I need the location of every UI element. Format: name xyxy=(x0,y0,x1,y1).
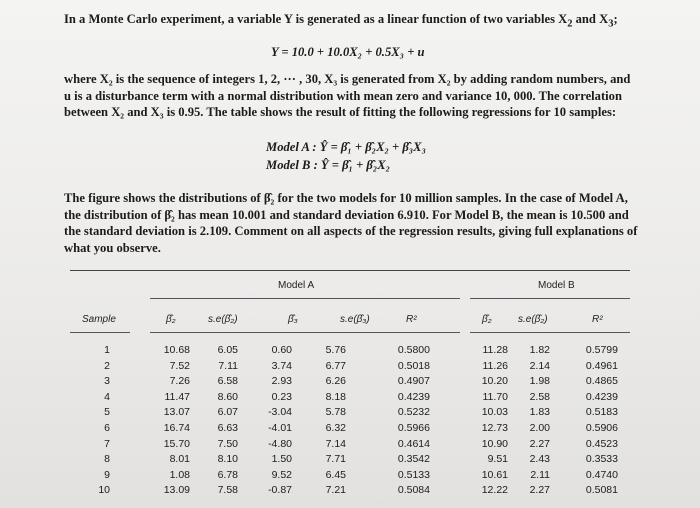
cell-b-b2: 9.51 xyxy=(487,453,508,466)
cell-b-r2: 0.4523 xyxy=(585,437,618,450)
table-row xyxy=(70,469,630,485)
cell-b-b2: 11.26 xyxy=(482,359,508,372)
cell-a-se-b3: 7.14 xyxy=(325,437,346,450)
cell-a-se-b3: 5.76 xyxy=(325,344,346,356)
cell-a-r2: 0.4239 xyxy=(397,390,430,403)
model-specifications xyxy=(266,138,426,174)
cell-b-b2: 10.61 xyxy=(481,468,508,481)
cell-a-b2: 8.01 xyxy=(169,453,190,466)
cell-a-se-b3: 7.71 xyxy=(325,453,346,466)
cell-a-b2: 15.70 xyxy=(163,437,190,450)
cell-sample: 8 xyxy=(104,453,110,466)
cell-b-b2: 11.28 xyxy=(482,344,508,356)
model-a-equation: Model A : Ŷ = β̂₁ + β̂₂X₂ + β̂₃X₃ xyxy=(266,140,426,154)
col-a-se-b3: s.e(β̂₃) xyxy=(340,314,370,325)
cell-a-r2: 0.3542 xyxy=(397,453,430,466)
cell-a-se-b3: 6.32 xyxy=(325,422,346,434)
cell-a-r2: 0.5018 xyxy=(397,359,430,372)
cell-a-se-b2: 6.05 xyxy=(217,344,238,356)
col-sample: Sample xyxy=(82,314,116,325)
cell-a-b3: 3.74 xyxy=(271,359,292,372)
col-b-r2: R² xyxy=(592,314,603,325)
cell-a-b2: 7.26 xyxy=(169,375,190,388)
cell-sample: 4 xyxy=(104,390,110,403)
cell-a-b3: -0.87 xyxy=(268,484,292,497)
table-row xyxy=(70,344,630,360)
table-row xyxy=(70,484,630,500)
cell-sample: 3 xyxy=(104,375,110,388)
cell-a-se-b3: 6.45 xyxy=(325,468,346,481)
cell-a-se-b3: 5.78 xyxy=(325,406,346,419)
cell-b-r2: 0.4239 xyxy=(585,390,618,403)
col-b-b2: β̂₂ xyxy=(482,314,492,325)
cell-b-r2: 0.4865 xyxy=(585,375,618,388)
cell-b-se-b2: 2.43 xyxy=(529,453,550,466)
cell-b-se-b2: 2.14 xyxy=(529,359,550,372)
table-top-rule xyxy=(70,270,630,271)
cell-a-b2: 1.08 xyxy=(169,468,190,481)
model-a-header: Model A xyxy=(278,280,315,291)
cell-b-r2: 0.5799 xyxy=(585,344,618,356)
cell-a-b2: 16.74 xyxy=(163,422,190,434)
intro-text-c: ; xyxy=(613,12,618,26)
model-a-rule xyxy=(150,298,460,299)
cell-b-r2: 0.4961 xyxy=(585,359,618,372)
cell-a-b3: -4.80 xyxy=(268,437,292,450)
col-a-r2: R² xyxy=(406,314,417,325)
cell-sample: 10 xyxy=(98,484,110,497)
cell-b-r2: 0.4740 xyxy=(585,468,618,481)
cell-b-r2: 0.3533 xyxy=(585,453,618,466)
col-a-se-b2: s.e(β̂₂) xyxy=(208,314,238,325)
model-b-header: Model B xyxy=(538,280,575,291)
cell-a-se-b2: 8.10 xyxy=(217,453,238,466)
cell-a-se-b2: 6.78 xyxy=(217,468,238,481)
cell-sample: 7 xyxy=(104,437,110,450)
table-row xyxy=(70,453,630,469)
cell-a-se-b3: 6.26 xyxy=(325,375,346,388)
sample-col-rule xyxy=(70,332,130,333)
cell-sample: 5 xyxy=(104,406,110,419)
where-line-2: u is a disturbance term with a normal distribution with mean zero and variance 10, 000. The correlation xyxy=(64,88,622,103)
cell-b-r2: 0.5906 xyxy=(585,422,618,434)
fig-line-1: The figure shows the distributions of β̂₂ for the two models for 10 million samples. In the case of Model A, xyxy=(64,191,628,205)
table-row xyxy=(70,438,630,454)
col-a-b2: β̂₂ xyxy=(166,314,176,325)
cell-a-se-b2: 7.58 xyxy=(217,484,238,497)
cell-a-se-b2: 7.50 xyxy=(217,437,238,450)
model-b-cols-rule xyxy=(470,332,630,333)
model-a-cols-rule xyxy=(150,332,460,333)
cell-b-se-b2: 2.11 xyxy=(530,468,550,481)
cell-b-b2: 12.73 xyxy=(481,422,508,434)
cell-a-se-b2: 6.58 xyxy=(217,375,238,388)
cell-a-r2: 0.5232 xyxy=(397,406,430,419)
table-row xyxy=(70,422,630,438)
cell-a-b2: 13.07 xyxy=(163,406,190,419)
cell-b-se-b2: 1.98 xyxy=(529,375,550,388)
cell-a-b3: 9.52 xyxy=(271,468,292,481)
figure-paragraph xyxy=(64,190,662,256)
cell-b-se-b2: 2.27 xyxy=(529,484,550,497)
table-row xyxy=(70,406,630,422)
cell-a-se-b3: 6.77 xyxy=(325,359,346,372)
table-row xyxy=(70,375,630,391)
cell-a-r2: 0.5800 xyxy=(397,344,430,356)
cell-a-se-b2: 6.07 xyxy=(217,406,238,419)
intro-text-a: In a Monte Carlo experiment, a variable Y is generated as a linear function of two variables X xyxy=(64,12,568,26)
cell-a-b3: 0.23 xyxy=(271,390,292,403)
results-table xyxy=(70,262,630,508)
fig-line-2: the distribution of β̂₂ has mean 10.001 and standard deviation 6.910. For Model B, the mean is 10.500 and xyxy=(64,207,629,222)
col-a-b3: β̂₃ xyxy=(288,314,298,325)
cell-a-b2: 11.47 xyxy=(164,390,190,403)
cell-b-b2: 12.22 xyxy=(481,484,508,497)
cell-sample: 2 xyxy=(104,359,110,372)
cell-b-se-b2: 2.27 xyxy=(529,437,550,450)
cell-a-b2: 7.52 xyxy=(169,359,190,372)
cell-a-r2: 0.4907 xyxy=(397,375,430,388)
cell-b-b2: 10.03 xyxy=(481,406,508,419)
cell-a-b3: -3.04 xyxy=(268,406,292,419)
cell-a-r2: 0.5133 xyxy=(397,468,430,481)
cell-b-se-b2: 2.00 xyxy=(529,422,550,434)
cell-b-se-b2: 1.83 xyxy=(529,406,550,419)
cell-b-se-b2: 2.58 xyxy=(529,390,550,403)
intro-text-b: and X xyxy=(572,12,609,26)
table-row xyxy=(70,391,630,407)
cell-a-se-b3: 8.18 xyxy=(325,390,346,403)
cell-sample: 6 xyxy=(104,422,110,434)
cell-sample: 1 xyxy=(104,344,110,356)
generating-equation: Y = 10.0 + 10.0X₂ + 0.5X₃ + u xyxy=(271,45,425,59)
cell-a-r2: 0.5966 xyxy=(397,422,430,434)
col-b-se-b2: s.e(β̂₂) xyxy=(518,314,548,325)
where-line-3: between X₂ and X₃ is 0.95. The table shows the result of fitting the following regressions for 10 samples: xyxy=(64,105,617,119)
intro-paragraph: In a Monte Carlo experiment, a variable Y is generated as a linear function of two variables $X_2$ and $X_3$; xyxy=(64,12,618,30)
cell-b-r2: 0.5183 xyxy=(585,406,618,419)
cell-a-b3: 1.50 xyxy=(271,453,292,466)
cell-a-r2: 0.4614 xyxy=(397,437,430,450)
cell-a-b2: 13.09 xyxy=(163,484,190,497)
cell-a-se-b3: 7.21 xyxy=(325,484,346,497)
cell-b-b2: 11.70 xyxy=(482,390,508,403)
cell-a-b2: 10.68 xyxy=(163,344,190,356)
fig-line-3: the standard deviation is 2.109. Comment on all aspects of the regression results, giving full explanations of xyxy=(64,224,638,238)
cell-b-r2: 0.5081 xyxy=(585,484,618,497)
cell-b-b2: 10.90 xyxy=(481,437,508,450)
cell-a-se-b2: 7.11 xyxy=(218,359,238,372)
cell-sample: 9 xyxy=(104,468,110,481)
where-line-1: where X₂ is the sequence of integers 1, 2, ··· , 30, X₃ is generated from X₂ by adding random numbers, and xyxy=(64,72,631,86)
where-paragraph xyxy=(64,71,664,121)
fig-line-4: what you observe. xyxy=(64,240,161,255)
cell-a-se-b2: 8.60 xyxy=(217,390,238,403)
cell-a-b3: 2.93 xyxy=(271,375,292,388)
cell-a-b3: 0.60 xyxy=(271,344,292,356)
cell-a-b3: -4.01 xyxy=(268,422,292,434)
cell-b-se-b2: 1.82 xyxy=(529,344,550,356)
model-b-equation: Model B : Ŷ = β̂₁ + β̂₂X₂ xyxy=(266,158,391,172)
cell-a-se-b2: 6.63 xyxy=(217,422,238,434)
cell-b-b2: 10.20 xyxy=(481,375,508,388)
model-b-rule xyxy=(470,298,630,299)
table-row xyxy=(70,360,630,376)
cell-a-r2: 0.5084 xyxy=(397,484,430,497)
